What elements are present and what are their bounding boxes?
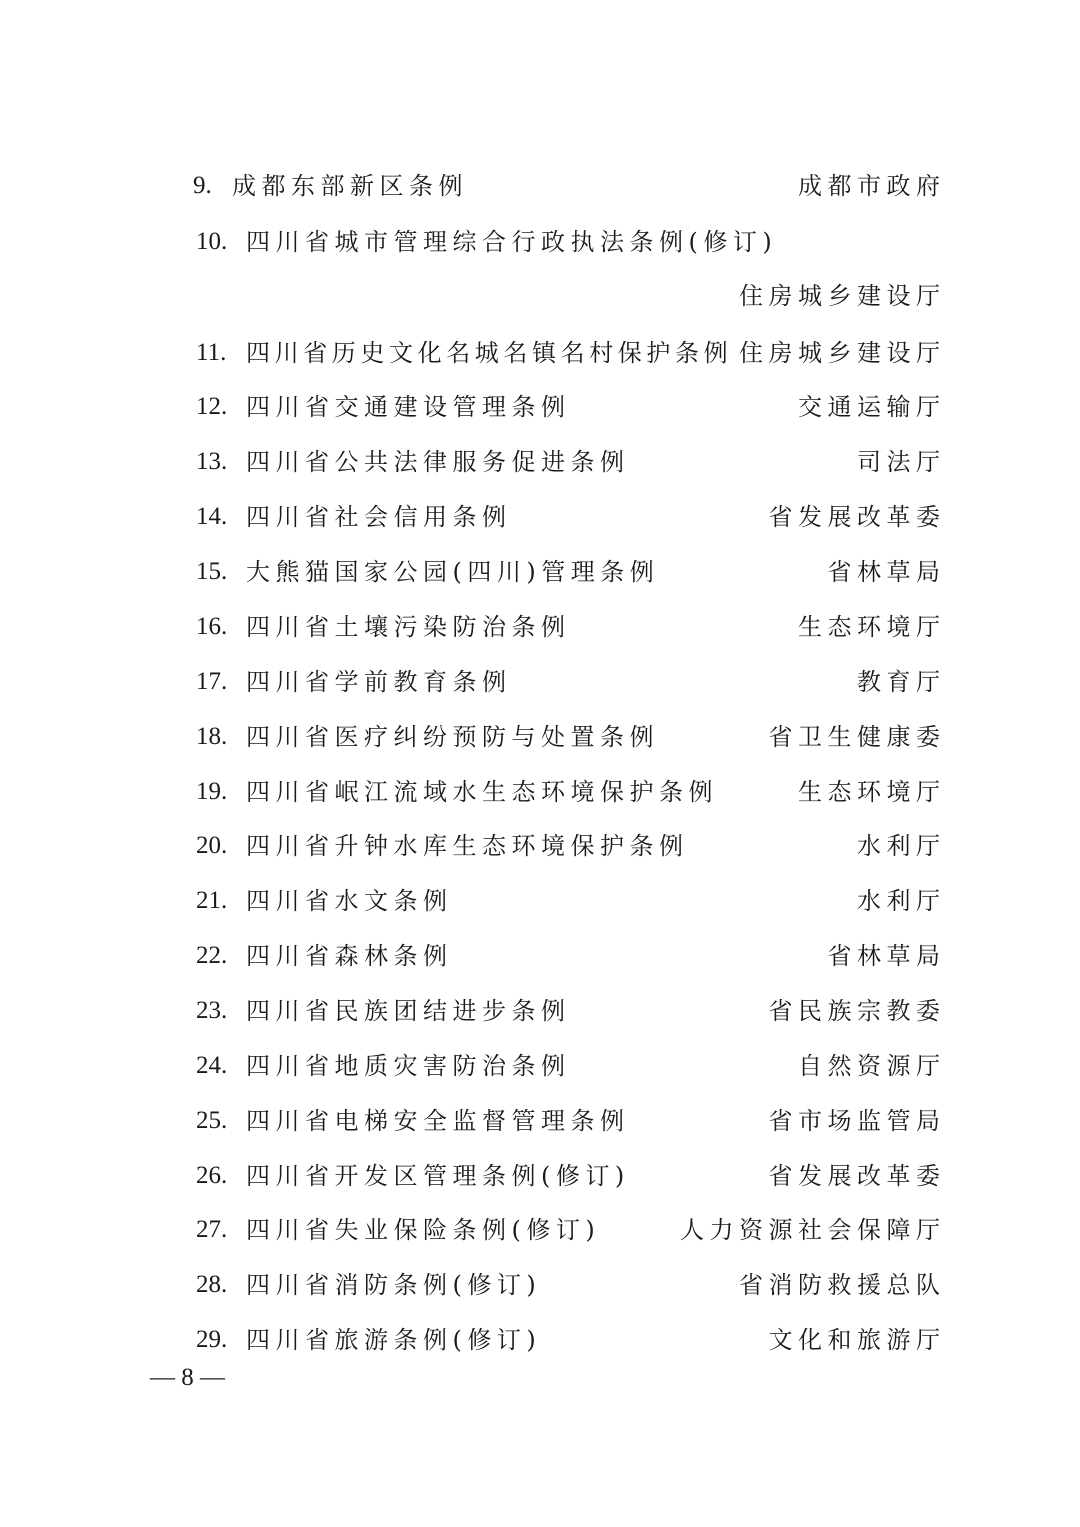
- item-department: 省民族宗教委: [768, 997, 946, 1025]
- list-item: [0, 826, 1080, 866]
- item-number: 27.: [196, 1216, 228, 1243]
- item-department: 省林草局: [827, 942, 946, 970]
- item-department: 省市场监管局: [768, 1107, 946, 1135]
- list-item: [0, 166, 1080, 206]
- item-title: 四川省公共法律服务促进条例: [246, 448, 630, 476]
- item-title: 四川省电梯安全监督管理条例: [246, 1107, 630, 1135]
- item-department: 水利厅: [857, 887, 946, 915]
- list-item: [0, 387, 1080, 427]
- item-department: 省发展改革委: [768, 1162, 946, 1190]
- item-number: 15.: [196, 558, 228, 585]
- item-department: 生态环境厅: [798, 778, 946, 806]
- list-item: [0, 936, 1080, 976]
- list-item: [0, 222, 1080, 262]
- list-item: [0, 1156, 1080, 1196]
- item-title: 四川省学前教育条例: [246, 668, 512, 696]
- item-number: 28.: [196, 1271, 228, 1298]
- list-item: [0, 991, 1080, 1031]
- list-item: [0, 881, 1080, 921]
- item-department: 教育厅: [857, 668, 946, 696]
- item-department: 省消防救援总队: [739, 1271, 946, 1299]
- list-item: [0, 552, 1080, 592]
- list-item: [0, 442, 1080, 482]
- item-title: 四川省失业保险条例(修订): [246, 1216, 601, 1244]
- list-item: [0, 1210, 1080, 1250]
- item-title: 四川省历史文化名城名镇名村保护条例: [246, 339, 733, 367]
- item-title: 四川省民族团结进步条例: [246, 997, 571, 1025]
- item-title: 四川省土壤污染防治条例: [246, 613, 571, 641]
- item-title: 四川省岷江流域水生态环境保护条例: [246, 778, 718, 806]
- item-number: 21.: [196, 887, 228, 914]
- item-title: 四川省社会信用条例: [246, 503, 512, 531]
- list-item: [0, 717, 1080, 757]
- item-number: 10.: [196, 228, 228, 255]
- item-title: 四川省旅游条例(修订): [246, 1326, 542, 1354]
- item-title: 四川省医疗纠纷预防与处置条例: [246, 723, 659, 751]
- item-number: 16.: [196, 613, 228, 640]
- item-number: 26.: [196, 1162, 228, 1189]
- item-number: 14.: [196, 503, 228, 530]
- item-department: 人力资源社会保障厅: [680, 1216, 946, 1244]
- item-department: 交通运输厅: [798, 393, 946, 421]
- item-title: 大熊猫国家公园(四川)管理条例: [246, 558, 660, 586]
- item-number: 12.: [196, 393, 228, 420]
- list-item: [0, 662, 1080, 702]
- item-department: 成都市政府: [798, 172, 946, 200]
- item-number: 18.: [196, 723, 228, 750]
- item-department: 省林草局: [827, 558, 946, 586]
- item-department: 司法厅: [857, 448, 946, 476]
- item-department: 住房城乡建设厅: [739, 282, 946, 310]
- item-number: 17.: [196, 668, 228, 695]
- item-number: 29.: [196, 1326, 228, 1353]
- list-item: [0, 1046, 1080, 1086]
- item-title: 四川省开发区管理条例(修订): [246, 1162, 630, 1190]
- item-department: 生态环境厅: [798, 613, 946, 641]
- item-department: 省发展改革委: [768, 503, 946, 531]
- item-title: 四川省地质灾害防治条例: [246, 1052, 571, 1080]
- item-number: 24.: [196, 1052, 228, 1079]
- item-number: 25.: [196, 1107, 228, 1134]
- item-number: 20.: [196, 832, 228, 859]
- list-item: [0, 607, 1080, 647]
- item-department: 水利厅: [857, 832, 946, 860]
- list-item: [0, 1320, 1080, 1360]
- list-item: [0, 333, 1080, 373]
- item-title: 四川省交通建设管理条例: [246, 393, 571, 421]
- item-title: 四川省水文条例: [246, 887, 453, 915]
- item-department: 自然资源厅: [798, 1052, 946, 1080]
- item-title: 四川省城市管理综合行政执法条例(修订): [246, 228, 778, 256]
- list-item: [0, 1101, 1080, 1141]
- item-title: 成都东部新区条例: [232, 172, 468, 200]
- page-number: — 8 —: [150, 1364, 225, 1391]
- item-number: 23.: [196, 997, 228, 1024]
- item-title: 四川省升钟水库生态环境保护条例: [246, 832, 689, 860]
- item-title: 四川省森林条例: [246, 942, 453, 970]
- item-title: 四川省消防条例(修订): [246, 1271, 542, 1299]
- item-number: 22.: [196, 942, 228, 969]
- list-item: [0, 772, 1080, 812]
- item-number: 9.: [193, 172, 212, 199]
- item-number: 11.: [196, 339, 227, 366]
- list-item-continuation: [0, 276, 1080, 316]
- item-department: 文化和旅游厅: [768, 1326, 946, 1354]
- item-department: 住房城乡建设厅: [739, 339, 946, 367]
- item-number: 19.: [196, 778, 228, 805]
- list-item: [0, 1265, 1080, 1305]
- item-department: 省卫生健康委: [768, 723, 946, 751]
- item-number: 13.: [196, 448, 228, 475]
- list-item: [0, 497, 1080, 537]
